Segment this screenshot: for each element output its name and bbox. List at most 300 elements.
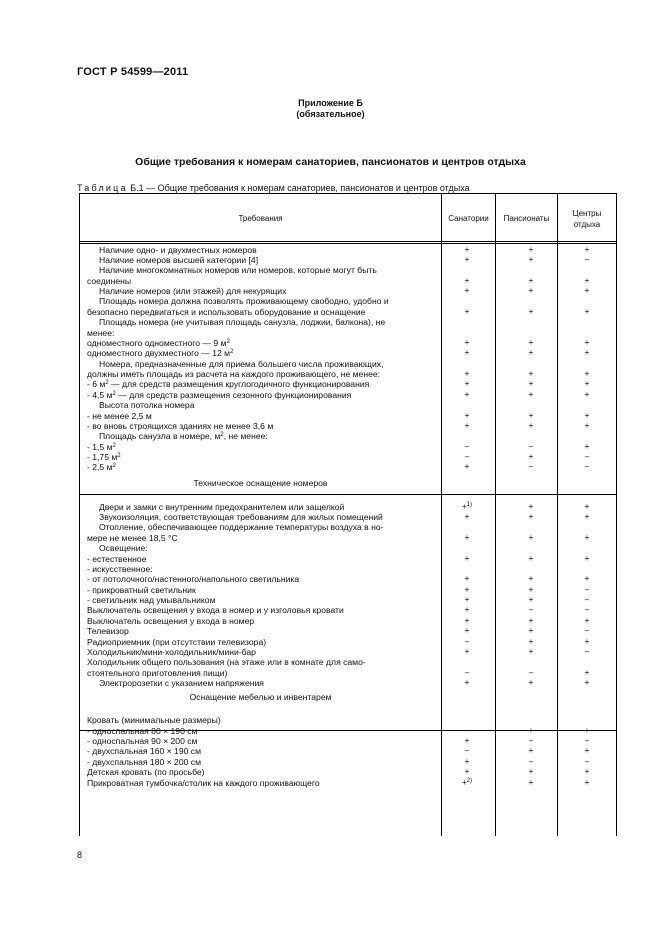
mark-value: +: [464, 532, 470, 542]
mark-value: –: [584, 626, 590, 636]
mark-boarding-house: [521, 626, 541, 636]
mark-sanatorium: [457, 668, 477, 678]
mark-sanatorium: [457, 736, 477, 746]
mark-sanatorium: [457, 757, 477, 767]
mark-value: –: [584, 646, 590, 656]
mark-boarding-house: [521, 533, 541, 543]
requirement-text: соединены: [87, 275, 132, 286]
mark-value: –: [528, 462, 534, 472]
mark-value: +: [464, 306, 470, 316]
requirement-text-tail: — для средств размещения сезонного функционирования: [115, 389, 352, 400]
superscript: 2: [112, 442, 116, 449]
mark-sanatorium: [457, 442, 477, 452]
requirement-text: - искусственное:: [87, 563, 153, 574]
table-row-requirement: [99, 431, 460, 441]
table-row-requirement: [87, 637, 448, 647]
mark-value: –: [464, 746, 470, 756]
mark-value: –: [584, 595, 590, 605]
mark-value: +: [528, 767, 534, 777]
mark-value: +: [528, 615, 534, 625]
appendix-title: Приложение Б: [298, 98, 363, 108]
mark-value: +: [528, 646, 534, 656]
mark-value: +: [528, 777, 534, 787]
requirement-text: - во вновь строящихся зданиях не менее 3,6 м: [87, 420, 274, 431]
mark-recreation-center: [577, 668, 597, 678]
table-row-requirement: [87, 533, 448, 543]
mark-value: +: [464, 605, 470, 615]
mark-value: +: [528, 746, 534, 756]
table-row-requirement: [87, 767, 448, 777]
mark-recreation-center: [577, 616, 597, 626]
mark-value: +: [464, 584, 470, 594]
table-row-requirement: [87, 462, 448, 472]
table-row-requirement: [87, 348, 448, 358]
mark-value: +: [584, 615, 590, 625]
requirement-text: - естественное: [87, 553, 147, 564]
requirement-text: - от потолочного/настенного/напольного светильника: [87, 574, 300, 585]
requirement-text: Звукоизоляция, соответствующая требованиям для жилых помещений: [99, 512, 383, 522]
requirement-text: - 4,5 м: [87, 389, 113, 400]
mark-recreation-center: [577, 245, 597, 255]
document-header: ГОСТ Р 54599—2011: [77, 66, 189, 78]
footnote-ref: 1): [466, 501, 472, 508]
table-row-requirement: [87, 452, 448, 462]
requirement-text: - светильник над умывальником: [87, 595, 216, 606]
mark-boarding-house: [521, 255, 541, 265]
requirement-text: Телевизор: [87, 626, 129, 637]
mark-recreation-center: [577, 462, 597, 472]
mark-boarding-house: [521, 338, 541, 348]
mark-sanatorium: [457, 462, 477, 472]
mark-value: +: [464, 678, 470, 688]
table-row-requirement: [87, 390, 448, 400]
mark-sanatorium: [457, 726, 477, 736]
mark-value: +: [528, 678, 534, 688]
mark-recreation-center: [577, 369, 597, 379]
mark-value: +: [584, 286, 590, 296]
table-row-requirement: [87, 668, 448, 678]
mark-value: +: [528, 725, 534, 735]
mark-value: –: [528, 735, 534, 745]
table-row-requirement: [87, 595, 448, 605]
table-row-requirement: [87, 411, 448, 421]
superscript: 2: [117, 453, 121, 460]
mark-recreation-center: [577, 502, 597, 512]
mark-value: +: [584, 420, 590, 430]
table-row-requirement: [87, 574, 448, 584]
mark-value: +: [584, 369, 590, 379]
requirement-text: должны иметь площадь из расчета на каждого проживающего, не менее:: [87, 369, 381, 380]
mark-sanatorium: [457, 595, 477, 605]
mark-sanatorium: [457, 276, 477, 286]
mark-value: +: [528, 595, 534, 605]
mark-value: +: [528, 553, 534, 563]
mark-boarding-house: [521, 647, 541, 657]
table-row-requirement: [87, 276, 448, 286]
mark-recreation-center: [577, 442, 597, 452]
requirement-text: - не менее 2,5 м: [87, 410, 152, 421]
mark-sanatorium: [457, 746, 477, 756]
mark-value: –: [464, 667, 470, 677]
mark-value: +: [528, 584, 534, 594]
mark-value: +: [528, 379, 534, 389]
mark-recreation-center: [577, 554, 597, 564]
mark-sanatorium: [457, 574, 477, 584]
requirement-text: Высота потолка номера: [99, 400, 195, 411]
caption-prefix: Таблица: [77, 183, 128, 193]
table-row-requirement: [99, 265, 460, 275]
requirement-text: одноместного одноместного — 9 м: [87, 337, 227, 348]
mark-sanatorium: [457, 502, 477, 512]
mark-recreation-center: [577, 605, 597, 615]
mark-boarding-house: [521, 307, 541, 317]
mark-sanatorium: [457, 379, 477, 389]
mark-value: +: [528, 275, 534, 285]
mark-value: +: [584, 410, 590, 420]
mark-value: +: [584, 275, 590, 285]
mark-value: +: [584, 767, 590, 777]
column-header-requirements: Требования: [238, 214, 283, 223]
mark-value: +: [528, 501, 534, 511]
table-row-requirement: [87, 338, 448, 348]
mark-value: +: [528, 512, 534, 521]
mark-value: +: [584, 725, 590, 735]
mark-recreation-center: [577, 647, 597, 657]
table-row-requirement: [99, 245, 460, 255]
table-row-requirement: [99, 400, 460, 410]
column-header-sanatoriums: Санатории: [448, 214, 489, 223]
requirement-text: Радиоприемник (при отсутствии телевизора): [87, 636, 267, 647]
mark-sanatorium: [457, 512, 477, 522]
mark-boarding-house: [521, 348, 541, 358]
mark-recreation-center: [577, 595, 597, 605]
mark-recreation-center: [577, 255, 597, 265]
table-row-requirement: [87, 307, 448, 317]
mark-value: +: [584, 777, 590, 787]
mark-boarding-house: [521, 616, 541, 626]
mark-value: +: [464, 462, 470, 472]
mark-value: –: [584, 735, 590, 745]
table-row-requirement: [99, 543, 460, 553]
table-row-requirement: [87, 564, 448, 574]
superscript: 2: [105, 380, 109, 387]
mark-value: +: [464, 254, 470, 264]
table-row-requirement: [99, 522, 460, 532]
mark-recreation-center: [577, 379, 597, 389]
mark-value: –: [464, 452, 470, 462]
mark-value: +: [528, 452, 534, 462]
mark-recreation-center: [577, 757, 597, 767]
mark-value: –: [528, 441, 534, 451]
section-title: Общие требования к номерам санаториев, пансионатов и центров отдыха: [135, 156, 526, 168]
mark-value: –: [464, 441, 470, 451]
mark-recreation-center: [577, 533, 597, 543]
mark-value: +: [584, 244, 590, 254]
mark-boarding-house: [521, 746, 541, 756]
table-row-requirement: [99, 286, 460, 296]
superscript: 2: [230, 349, 234, 356]
requirement-text: - двухспальная 180 × 200 см: [87, 756, 201, 767]
mark-value: +: [528, 574, 534, 584]
requirement-text: Холодильник/мини-холодильник/мини-бар: [87, 646, 256, 657]
appendix-subtitle: (обязательное): [296, 109, 365, 119]
table-row-requirement: [87, 421, 448, 431]
requirement-text: Двери и замки с внутренним предохранителем или защелкой: [99, 501, 345, 512]
superscript: 2: [226, 338, 230, 345]
mark-value: +: [464, 389, 470, 399]
mark-sanatorium: [457, 554, 477, 564]
mark-boarding-house: [521, 595, 541, 605]
mark-value: +: [464, 595, 470, 605]
table-row-requirement: [87, 616, 448, 626]
mark-value: +: [584, 746, 590, 756]
mark-value: +: [464, 369, 470, 379]
mark-sanatorium: [457, 778, 477, 788]
requirement-text: Номера, предназначенные для приема большего числа проживающих,: [99, 358, 384, 369]
mark-value: +: [464, 379, 470, 389]
mark-sanatorium: [457, 245, 477, 255]
mark-recreation-center: [577, 626, 597, 636]
mark-value: +: [528, 369, 534, 379]
requirement-text: Наличие одно- и двухместных номеров: [99, 244, 257, 255]
requirement-text-tail: , не менее:: [223, 431, 268, 442]
mark-boarding-house: [521, 421, 541, 431]
mark-value: +: [584, 389, 590, 399]
requirement-text: - двухспальная 160 × 190 см: [87, 746, 201, 757]
mark-recreation-center: [577, 286, 597, 296]
mark-value: +: [584, 306, 590, 316]
mark-value: –: [584, 605, 590, 615]
mark-sanatorium: [457, 411, 477, 421]
requirement-text: - 2,5 м: [87, 462, 113, 473]
mark-value: +: [584, 636, 590, 646]
requirement-text: Техническое оснащение номеров: [193, 477, 328, 488]
requirement-text: Площадь номера (не учитывая площадь санузла, лоджии, балкона), не: [99, 317, 386, 328]
mark-value: +: [584, 553, 590, 563]
table-caption: [77, 183, 470, 193]
requirement-text: Детская кровать (по просьбе): [87, 767, 205, 778]
requirement-text: - односпальная 80 × 190 см: [87, 725, 198, 736]
requirement-text: безопасно передвигаться и использовать оборудование и оснащение: [87, 306, 366, 317]
mark-sanatorium: [457, 421, 477, 431]
mark-sanatorium: [457, 348, 477, 358]
mark-value: +: [584, 678, 590, 688]
table-row-requirement: [99, 512, 460, 522]
mark-sanatorium: [457, 255, 477, 265]
superscript: 2: [112, 390, 116, 397]
page-number: 8: [77, 850, 83, 860]
table-row-requirement: [87, 379, 448, 389]
mark-recreation-center: [577, 678, 597, 688]
mark-boarding-house: [521, 605, 541, 615]
requirement-text: - односпальная 90 × 200 см: [87, 735, 198, 746]
mark-boarding-house: [521, 369, 541, 379]
mark-sanatorium: [457, 390, 477, 400]
section-row-heading: [80, 478, 441, 488]
mark-sanatorium: [457, 533, 477, 543]
mark-recreation-center: [577, 512, 597, 522]
mark-boarding-house: [521, 757, 541, 767]
table-row-requirement: [87, 657, 448, 667]
mark-boarding-house: [521, 245, 541, 255]
mark-sanatorium: [457, 585, 477, 595]
table-row-requirement: [87, 369, 448, 379]
table-row-requirement: [87, 726, 448, 736]
table-row-requirement: [87, 647, 448, 657]
mark-boarding-house: [521, 502, 541, 512]
mark-boarding-house: [521, 668, 541, 678]
requirement-text-tail: — для средств размещения круглогодичного функционирования: [108, 379, 370, 390]
mark-value: –: [528, 605, 534, 615]
requirement-text: Освещение:: [99, 543, 148, 554]
table-row-requirement: [87, 715, 448, 725]
mark-sanatorium: [457, 452, 477, 462]
mark-value: +: [528, 348, 534, 358]
mark-sanatorium: [457, 307, 477, 317]
mark-value: +: [528, 286, 534, 296]
table-row-requirement: [99, 502, 460, 512]
mark-value: +: [528, 636, 534, 646]
requirement-text: Прикроватная тумбочка/столик на каждого проживающего: [87, 777, 320, 788]
mark-value: +: [461, 501, 467, 511]
requirement-text: Электророзетки с указанием напряжения: [99, 678, 264, 689]
mark-value: –: [464, 636, 470, 646]
requirement-text: Наличие номеров высшей категории [4]: [99, 254, 259, 265]
mark-boarding-house: [521, 736, 541, 746]
caption-text: Б.1 — Общие требования к номерам санаториев, пансионатов и центров отдыха: [130, 183, 470, 193]
mark-sanatorium: [457, 286, 477, 296]
mark-value: –: [584, 254, 590, 264]
mark-recreation-center: [577, 574, 597, 584]
mark-recreation-center: [577, 736, 597, 746]
requirement-text: Холодильник общего пользования (на этаже или в комнате для само-: [87, 657, 366, 668]
mark-recreation-center: [577, 348, 597, 358]
table-row-requirement: [87, 554, 448, 564]
table-row-requirement: [87, 736, 448, 746]
mark-recreation-center: [577, 585, 597, 595]
table-row-requirement: [87, 585, 448, 595]
mark-recreation-center: [577, 338, 597, 348]
mark-boarding-house: [521, 452, 541, 462]
mark-value: +: [461, 777, 467, 787]
requirement-text: - прикроватный светильник: [87, 584, 196, 595]
mark-value: +: [528, 244, 534, 254]
mark-value: –: [584, 756, 590, 766]
mark-value: +: [464, 244, 470, 254]
mark-recreation-center: [577, 276, 597, 286]
mark-value: +: [464, 735, 470, 745]
superscript: 2: [220, 432, 224, 439]
table-row-requirement: [87, 442, 448, 452]
table-row-requirement: [99, 317, 460, 327]
mark-recreation-center: [577, 390, 597, 400]
requirement-text: - 1,5 м: [87, 441, 113, 452]
mark-boarding-house: [521, 411, 541, 421]
requirement-text: Отопление, обеспечивающее поддержание температуры воздуха в но-: [99, 522, 384, 533]
table-row-requirement: [99, 296, 460, 306]
mark-value: +: [464, 410, 470, 420]
mark-value: –: [584, 462, 590, 472]
mark-boarding-house: [521, 778, 541, 788]
mark-value: +: [464, 756, 470, 766]
mark-value: +: [528, 532, 534, 542]
mark-value: +: [584, 512, 590, 521]
mark-value: +: [584, 441, 590, 451]
mark-value: +: [464, 348, 470, 358]
mark-recreation-center: [577, 452, 597, 462]
mark-sanatorium: [457, 678, 477, 688]
mark-boarding-house: [521, 585, 541, 595]
mark-recreation-center: [577, 411, 597, 421]
requirement-text: менее:: [87, 327, 115, 338]
mark-value: +: [528, 337, 534, 347]
mark-recreation-center: [577, 637, 597, 647]
mark-sanatorium: [457, 616, 477, 626]
mark-boarding-house: [521, 390, 541, 400]
table-row-requirement: [99, 678, 460, 688]
mark-boarding-house: [521, 276, 541, 286]
table-row-requirement: [87, 757, 448, 767]
requirement-text: Кровать (минимальные размеры): [87, 715, 221, 726]
requirement-text: Выключатель освещения у входа в номер и у изголовья кровати: [87, 605, 344, 616]
mark-value: +: [584, 667, 590, 677]
mark-boarding-house: [521, 678, 541, 688]
requirement-text: мере не менее 18,5 °С: [87, 532, 178, 543]
mark-sanatorium: [457, 767, 477, 777]
mark-recreation-center: [577, 421, 597, 431]
mark-boarding-house: [521, 767, 541, 777]
mark-sanatorium: [457, 637, 477, 647]
mark-sanatorium: [457, 605, 477, 615]
mark-recreation-center: [577, 726, 597, 736]
mark-boarding-house: [521, 462, 541, 472]
mark-sanatorium: [457, 626, 477, 636]
table-row-requirement: [87, 626, 448, 636]
requirement-text: - 6 м: [87, 379, 106, 390]
mark-value: +: [464, 512, 470, 521]
column-header-recreation-line1: Центры: [572, 209, 602, 218]
mark-value: +: [584, 379, 590, 389]
mark-value: –: [528, 667, 534, 677]
mark-recreation-center: [577, 778, 597, 788]
mark-boarding-house: [521, 554, 541, 564]
mark-value: +: [464, 626, 470, 636]
mark-boarding-house: [521, 379, 541, 389]
table-row-requirement: [99, 359, 460, 369]
column-header-boarding-houses: Пансионаты: [503, 214, 550, 223]
mark-boarding-house: [521, 286, 541, 296]
mark-value: +: [584, 337, 590, 347]
mark-value: +: [528, 389, 534, 399]
mark-value: –: [528, 756, 534, 766]
requirements-table: [79, 193, 617, 836]
mark-value: +: [528, 410, 534, 420]
requirement-text: Наличие многокомнатных номеров или номеров, которые могут быть: [99, 265, 377, 276]
table-row-requirement: [99, 255, 460, 265]
table-row-requirement: [87, 605, 448, 615]
table-row-requirement: [87, 746, 448, 756]
mark-value: +: [464, 337, 470, 347]
requirement-text: Наличие номеров (или этажей) для некурящих: [99, 286, 287, 297]
mark-boarding-house: [521, 726, 541, 736]
mark-value: –: [464, 725, 470, 735]
requirement-text: - 1,75 м: [87, 452, 118, 463]
table-row-requirement: [87, 778, 448, 788]
mark-value: +: [528, 420, 534, 430]
mark-value: +: [464, 767, 470, 777]
requirement-text: Площадь номера должна позволять проживающему свободно, удобно и: [99, 296, 389, 307]
table-row-requirement: [87, 328, 448, 338]
